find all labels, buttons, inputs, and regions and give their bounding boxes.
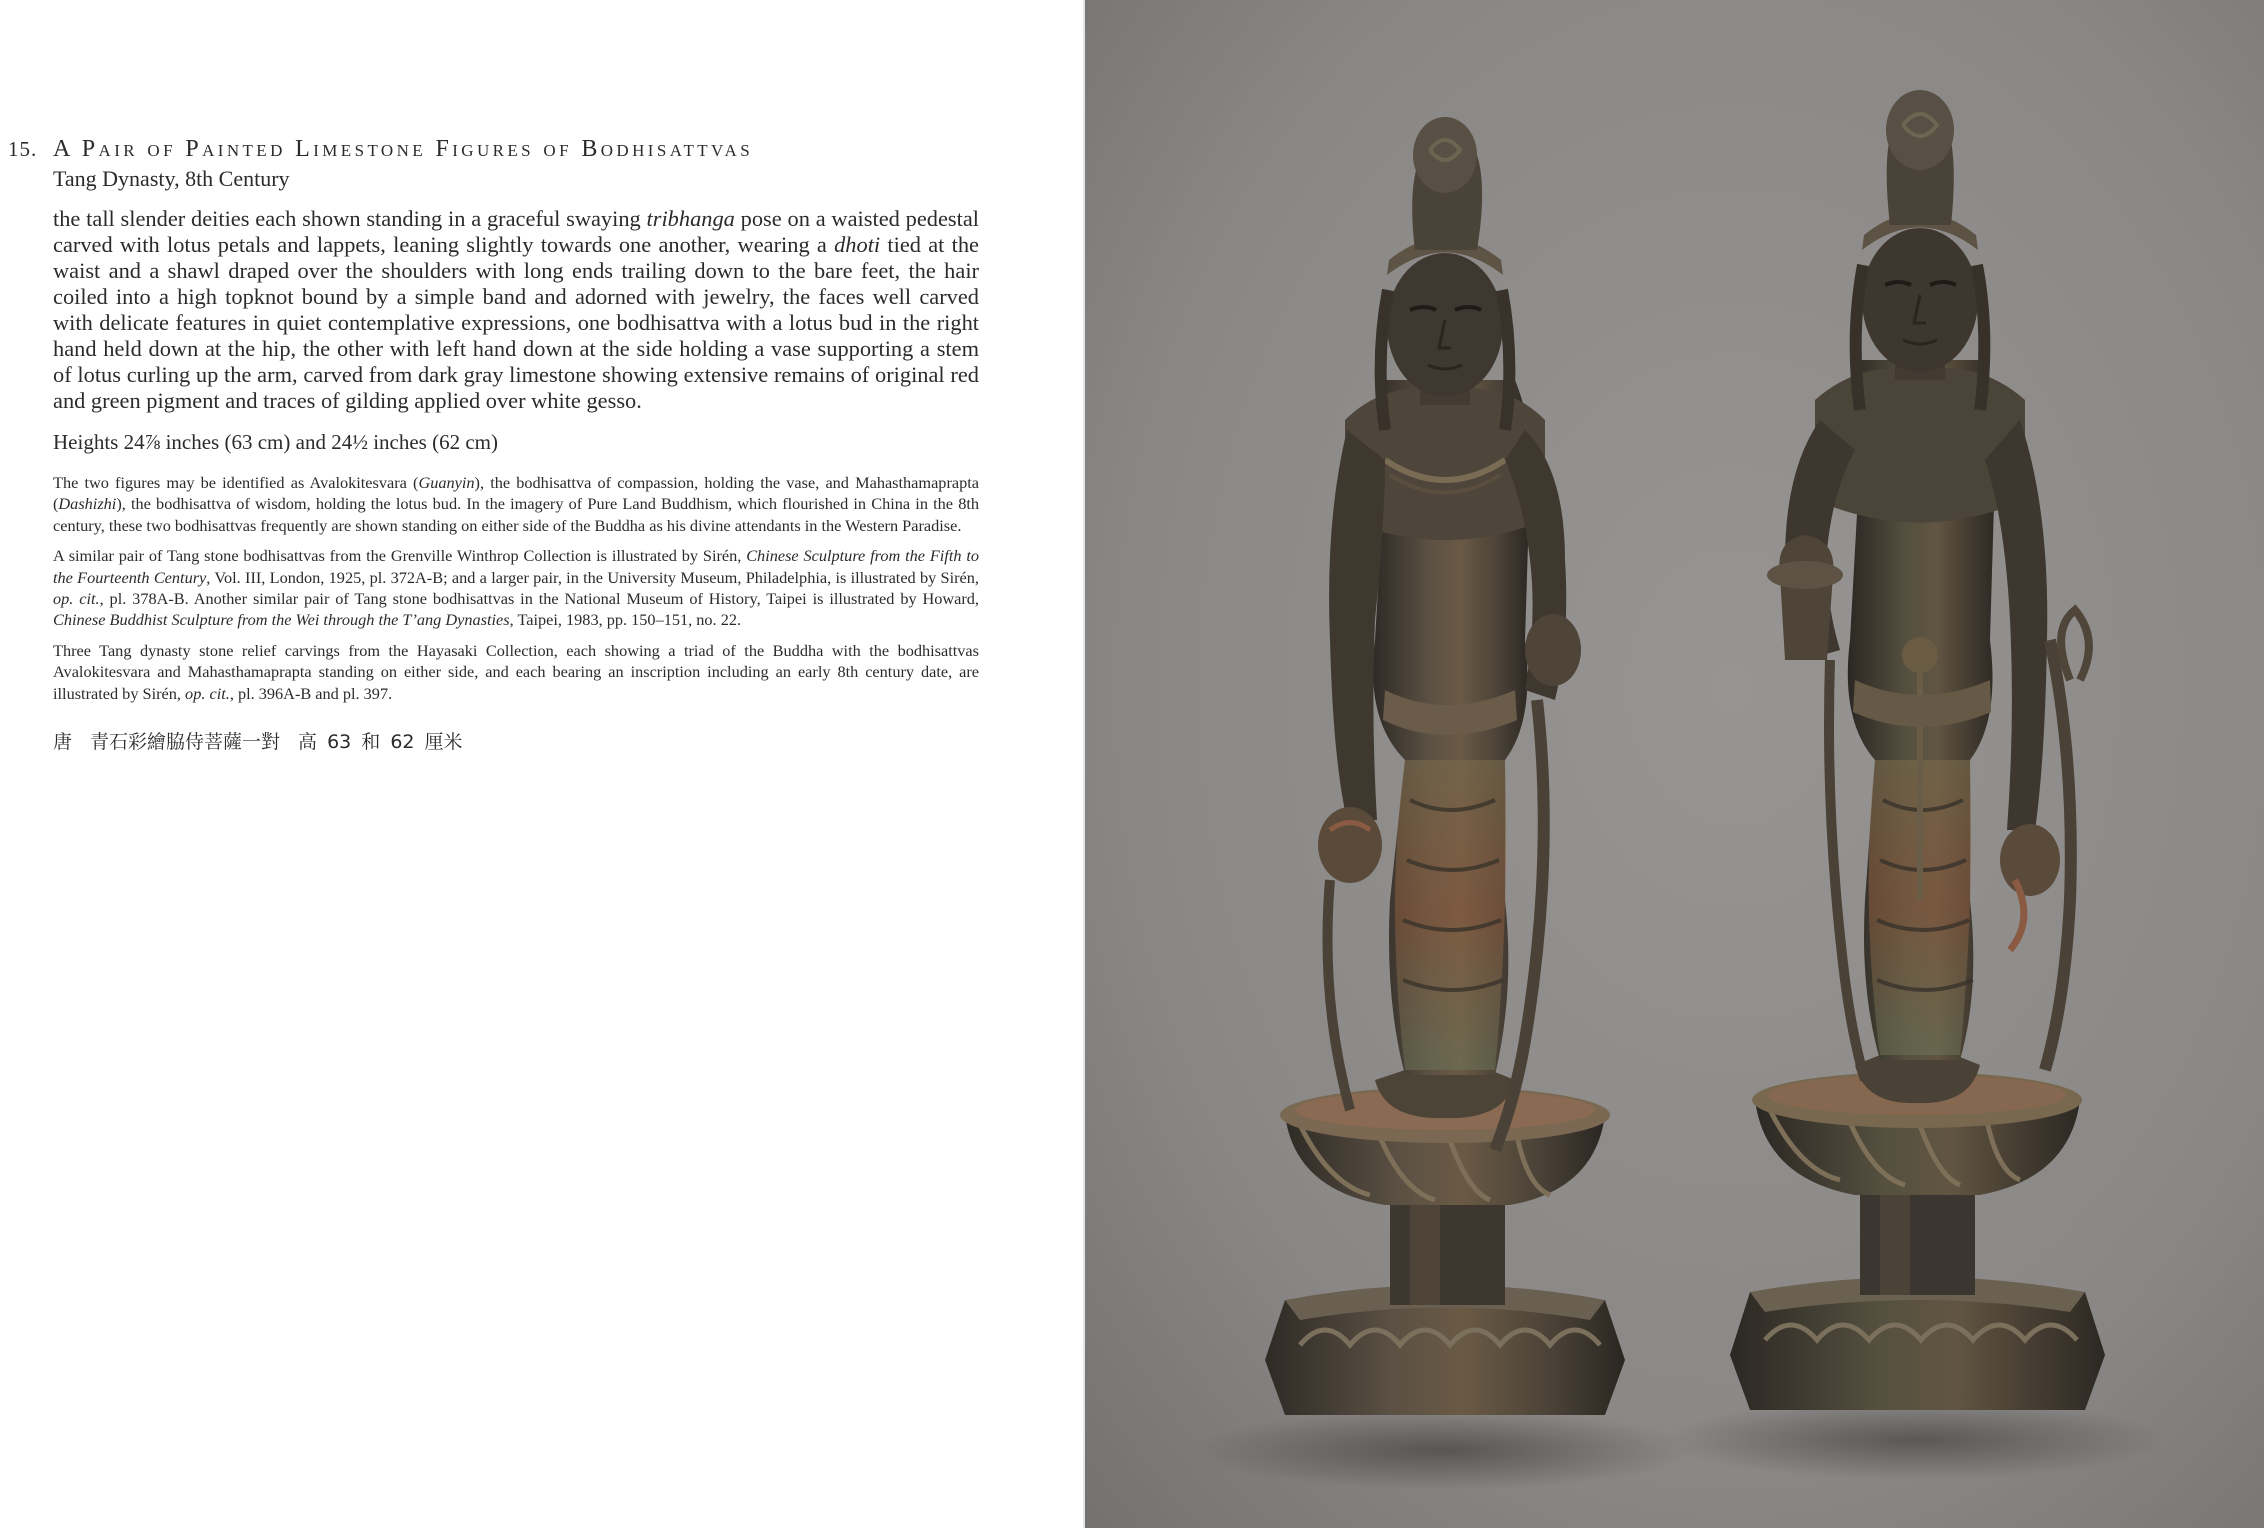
catalogue-note-reliefs (53, 640, 979, 704)
note-text: , Vol. III, London, 1925, pl. 372A-B; and a larger pair, in the University Museum, Philadelphia, is illustrated by Sirén, (206, 567, 979, 587)
description-text: pose on a waisted pedestal carved with lotus petals and lappets, leaning slightly towards one another, wearing a (53, 206, 979, 257)
note-text: ), the bodhisattva of compassion, holding the vase, and Mahasthamaprapta ( (53, 473, 979, 514)
description-term: tribhanga (646, 206, 735, 231)
note-citation: Chinese Buddhist Sculpture from the Wei through the T’ang Dynasties (53, 610, 510, 630)
lot-period: Tang Dynasty, 8th Century (53, 166, 290, 191)
description-text: tied at the waist and a shawl draped over the shoulders with long ends trailing down to the bare feet, the hair coiled into a high topknot bound by a simple band and adorned with jewelry, the faces well carved with delicate features in quiet contemplative expressions, one bodhisattva with a lotus bud in the right hand held down at the hip, the other with left hand down at the side holding a vase supporting a stem of lotus curling up the arm, carved from dark gray limestone showing extensive remains of original red and green pigment and traces of gilding applied over white gesso. (53, 232, 979, 413)
note-text: The two figures may be identified as Avalokitesvara ( (53, 473, 419, 492)
chinese-title: 青石彩繪脇侍菩薩一對 (90, 731, 281, 754)
photo-page (1085, 0, 2264, 1528)
lot-entry (8, 134, 980, 756)
note-citation: Chinese Sculpture from the Fifth to the Fourteenth Century (53, 546, 980, 587)
note-text: A similar pair of Tang stone bodhisattvas from the Grenville Winthrop Collection is illustrated by Sirén, (53, 546, 747, 566)
description-term: dhoti (834, 232, 881, 257)
note-text: Three Tang dynasty stone relief carvings from the Hayasaki Collection, each showing a triad of the Buddha with the bodhisattvas Avalokitesvara and Mahasthamaprapta standing on either side, and each bearing an inscription including an early 8th century date, are illustrated by Sirén, (53, 640, 979, 703)
bodhisattva-pair-photo (1085, 0, 2264, 1528)
lot-title: A Pair of Painted Limestone Figures of Bodhisattvas (53, 136, 754, 162)
lot-dimensions: Heights 24⅞ inches (63 cm) and 24½ inches (62 cm) (53, 430, 498, 454)
note-text: , pl. 396A-B and pl. 397. (229, 683, 393, 703)
note-term: Dashizhi (58, 494, 117, 514)
note-citation: op. cit. (185, 683, 230, 703)
lot-heading (8, 134, 979, 164)
catalogue-note-comparables (53, 545, 979, 631)
chinese-caption (53, 728, 979, 756)
note-text: , pl. 378A-B. Another similar pair of Tang stone bodhisattvas in the National Museum of History, Taipei is illustrated by Howard, (99, 589, 980, 609)
note-text: ), the bodhisattva of wisdom, holding the lotus bud. In the imagery of Pure Land Buddhism, which flourished in China in the 8th century, these two bodhisattvas frequently are shown standing on either side of the Buddha as his divine attendants in the Western Paradise. (53, 494, 979, 535)
note-term: Guanyin (418, 473, 475, 492)
text-page (0, 0, 1083, 1528)
chinese-size: 高 63 和 62 厘米 (298, 731, 463, 754)
lot-description (53, 206, 979, 414)
catalogue-note-identification (53, 472, 979, 536)
note-text: , Taipei, 1983, pp. 150–151, no. 22. (509, 610, 742, 630)
description-text: the tall slender deities each shown standing in a graceful swaying (53, 206, 647, 231)
lot-number: 15. (8, 137, 38, 161)
chinese-dynasty: 唐 (53, 731, 73, 754)
note-citation: op. cit. (53, 589, 100, 609)
